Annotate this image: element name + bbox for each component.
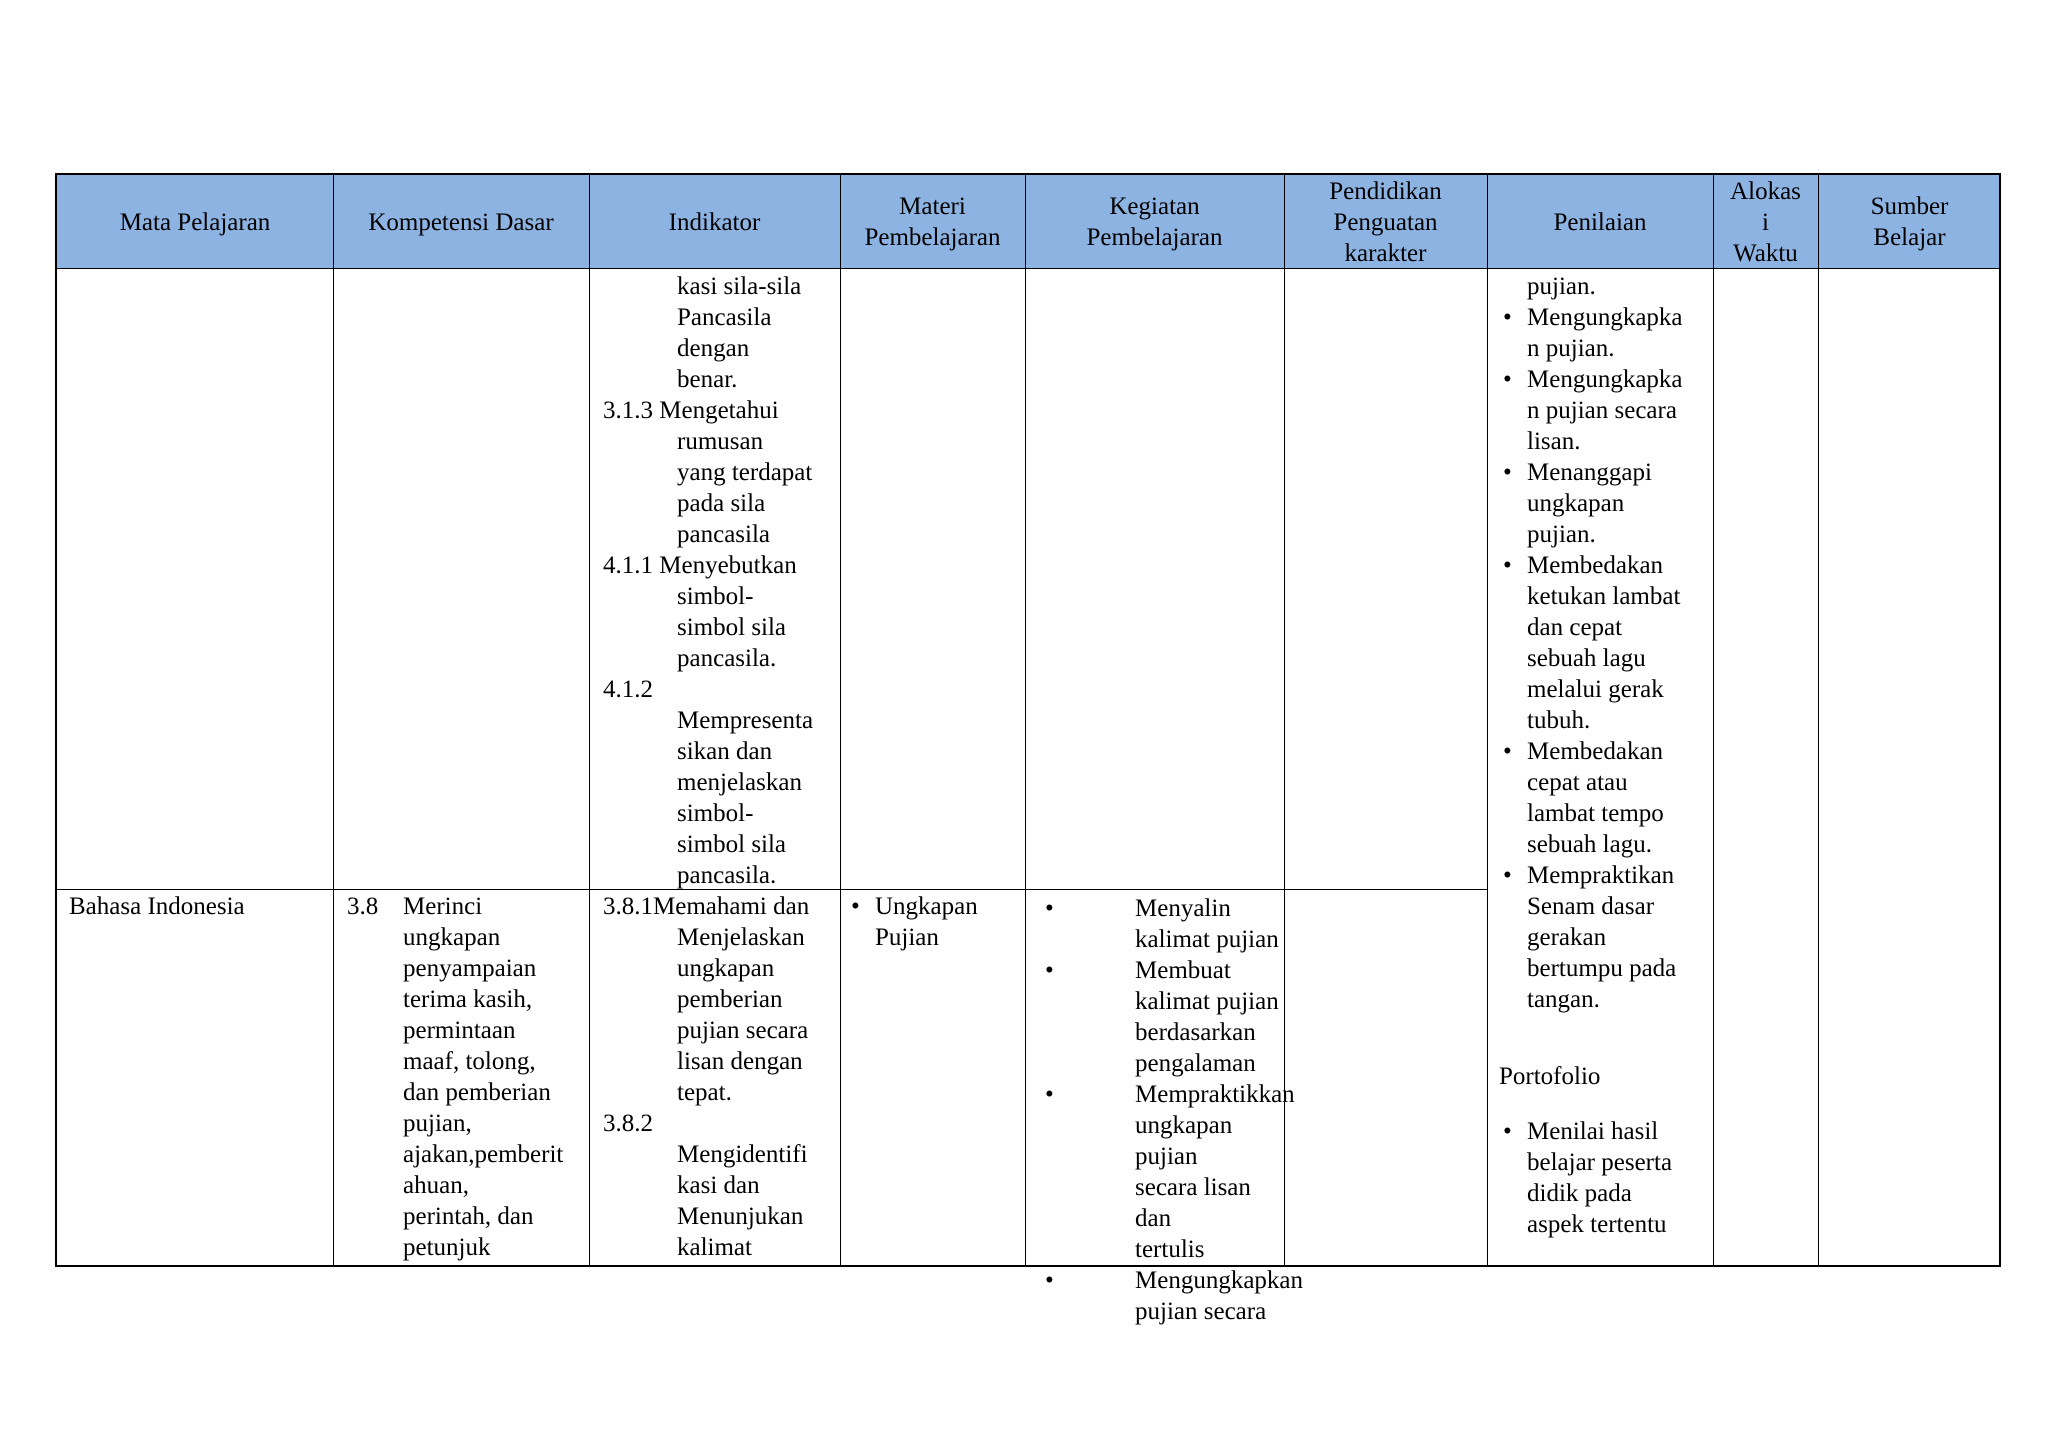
column-divider bbox=[1487, 175, 1488, 1265]
list-item: • Menyalin kalimat pujian bbox=[1045, 895, 1279, 953]
list-item: • Mengungkapka n pujian secara lisan. bbox=[1503, 366, 1683, 455]
list-item: • Mengungkapkan pujian secara bbox=[1045, 1267, 1304, 1325]
list-item: • Membuat kalimat pujian berdasarkan pengalaman bbox=[1045, 957, 1279, 1077]
mata-pelajaran-cell: Bahasa Indonesia bbox=[69, 893, 245, 920]
list-item: • Membedakan cepat atau lambat tempo sebuah lagu. bbox=[1503, 738, 1664, 858]
penilaian-content: pujian. • Mengungkapka n pujian. • Mengungkapka n pujian secara lisan. • Menanggapi ungkapan pujian. • Membedakan ketukan lambat dan cepat sebuah lagu melalui gerak tubuh. • Membedakan cepat atau lambat tempo sebuah lagu. • Mempraktikan Senam dasar gerakan bertumpu pada tangan. Portofolio • Menilai hasil belajar peserta didik pada aspek tertentu bbox=[1499, 271, 1711, 1240]
kompetensi-dasar-cell: 3.8 Merinci ungkapan penyampaian terima kasih, permintaan maaf, tolong, dan pemberian pujian, ajakan,pemberit ahuan, perintah, dan petunjuk bbox=[347, 893, 564, 1261]
list-item: • Ungkapan Pujian bbox=[851, 893, 978, 951]
list-item: • Mengungkapka n pujian. bbox=[1503, 304, 1683, 362]
list-item: • Membedakan ketukan lambat dan cepat sebuah lagu melalui gerak tubuh. bbox=[1503, 552, 1681, 734]
list-item: • Menilai hasil belajar peserta didik pada aspek tertentu bbox=[1503, 1118, 1673, 1238]
portofolio-label: Portofolio bbox=[1499, 1063, 1601, 1090]
column-divider bbox=[1818, 175, 1819, 1265]
header-materi-pembelajaran: Materi Pembelajaran bbox=[864, 193, 1001, 251]
column-divider bbox=[1025, 175, 1026, 1265]
header-sumber-belajar: Sumber Belajar bbox=[1870, 193, 1949, 251]
kegiatan-cell bbox=[1033, 893, 1304, 1327]
header-penilaian: Penilaian bbox=[1553, 208, 1647, 236]
header-indikator: Indikator bbox=[668, 208, 761, 236]
header-kompetensi-dasar: Kompetensi Dasar bbox=[368, 208, 554, 236]
header-kegiatan-pembelajaran: Kegiatan Pembelajaran bbox=[1086, 193, 1223, 251]
list-item: • Menanggapi ungkapan pujian. bbox=[1503, 459, 1652, 548]
header-alokasi-waktu: Alokas i Waktu bbox=[1730, 177, 1801, 267]
header-mata-pelajaran: Mata Pelajaran bbox=[119, 208, 271, 236]
lesson-plan-table bbox=[55, 173, 2001, 1325]
column-divider bbox=[1713, 175, 1714, 1265]
materi-cell bbox=[847, 891, 1023, 953]
indikator-cell: 3.8.1Memahami dan Menjelaskan ungkapan pemberian pujian secara lisan dengan tepat. 3.8.2 Mengidentifi kasi dan Menunjukan kalimat bbox=[603, 893, 810, 1261]
header-pendidikan-penguatan-karakter: Pendidikan Penguatan karakter bbox=[1329, 177, 1442, 267]
column-divider bbox=[589, 175, 590, 1265]
list-item: • Mempraktikkan ungkapan pujian secara lisan dan tertulis bbox=[1045, 1081, 1295, 1263]
column-divider bbox=[333, 175, 334, 1265]
list-item: • Mempraktikan Senam dasar gerakan bertumpu pada tangan. bbox=[1503, 862, 1677, 1013]
indikator-continued: kasi sila-sila Pancasila dengan benar. 3.1.3 Mengetahui rumusan yang terdapat pada sila pancasila 4.1.1 Menyebutkan simbol- simbol sila pancasila. 4.1.2 Mempresenta sikan dan menjelaskan simbol- simbol sila pancasila. bbox=[603, 273, 814, 889]
column-divider bbox=[840, 175, 841, 1265]
